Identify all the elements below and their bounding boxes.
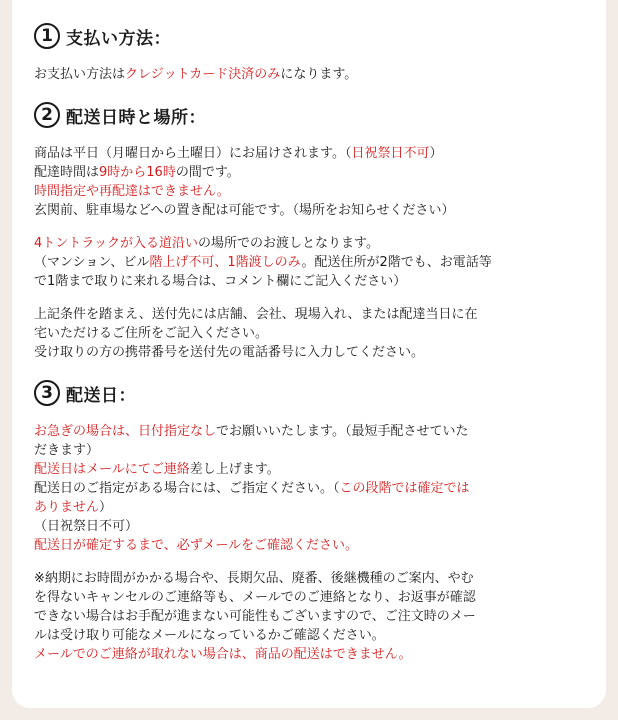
body-text: お支払い方法は (34, 67, 126, 82)
info-card (12, 0, 606, 708)
section-heading (34, 18, 584, 54)
paragraph (34, 144, 584, 220)
body-text: 商品は平日（月曜日から土曜日）にお届けされます。（ (34, 146, 352, 161)
section-delivery-time-place (34, 97, 584, 362)
highlight-text: 配送日はメールにてご連絡 (34, 462, 190, 477)
highlight-text: ありません (34, 500, 100, 515)
paragraph (34, 305, 584, 362)
body-text: になります。 (280, 67, 358, 82)
section-title: 支払い方法： (66, 28, 171, 49)
paragraph (34, 569, 584, 664)
body-text: できない場合はお手配が進まない可能性もございますので、ご注文時のメー (34, 609, 476, 624)
body-text: 差し上げます。 (189, 462, 280, 477)
body-text: （マンション、ビル (34, 255, 150, 270)
paragraph (34, 65, 584, 84)
section-number-badge: 3 (34, 380, 60, 406)
paragraph (34, 422, 584, 555)
body-text: ルは受け取り可能なメールになっているかご確認ください。 (34, 628, 385, 643)
section-delivery-date (34, 375, 584, 664)
body-text: ） (429, 146, 443, 161)
section-title: 配送日： (66, 385, 136, 406)
body-text: 配送日のご指定がある場合には、ご指定ください。（ (34, 481, 340, 496)
section-payment (34, 18, 584, 84)
body-text: 配達時間は (34, 165, 100, 180)
body-text: でお願いいたします。（最短手配させていた (216, 424, 469, 439)
highlight-text: お急ぎの場合は、日付指定なし (34, 424, 217, 439)
body-text: 受け取りの方の携帯番号を送付先の電話番号に入力してください。 (34, 345, 425, 360)
body-text: の間です。 (175, 165, 240, 180)
highlight-text: 4トントラックが入る道沿い (34, 236, 199, 251)
highlight-text: クレジットカード決済のみ (125, 67, 281, 82)
section-title: 配送日時と場所： (66, 107, 206, 128)
section-heading (34, 97, 584, 133)
highlight-text: 階上げ不可、1階渡しのみ (149, 255, 302, 270)
body-text: 宅いただけるご住所をご記入ください。 (34, 326, 269, 341)
highlight-text: 9時から16時 (99, 165, 176, 180)
highlight-text: メールでのご連絡が取れない場合は、商品の配送はできません。 (34, 647, 412, 662)
paragraph (34, 234, 584, 291)
body-text: で1階まで取りに来れる場合は、コメント欄にご記入ください） (34, 274, 407, 289)
highlight-text: この段階では確定では (339, 481, 470, 496)
body-text: ） (99, 500, 113, 515)
body-text: ※納期にお時間がかかる場合や、長期欠品、廃番、後継機種のご案内、やむ (34, 571, 474, 586)
section-heading (34, 375, 584, 411)
body-text: を得ないキャンセルのご連絡等も、メールでのご連絡となり、お返事が確認 (34, 590, 476, 605)
body-text: 。配送住所が2階でも、お電話等 (301, 255, 492, 270)
section-number-badge: 1 (34, 23, 60, 49)
body-text: （日祝祭日不可） (34, 519, 139, 534)
body-text: 玄関前、駐車場などへの置き配は可能です。（場所をお知らせください） (34, 203, 455, 218)
body-text: 上記条件を踏まえ、送付先には店舗、会社、現場入れ、または配達当日に在 (34, 307, 478, 322)
highlight-text: 配送日が確定するまで、必ずメールをご確認ください。 (34, 538, 358, 553)
body-text: の場所でのお渡しとなります。 (198, 236, 379, 251)
section-number-badge: 2 (34, 102, 60, 128)
highlight-text: 時間指定や再配達はできません。 (34, 184, 230, 199)
body-text: だきます） (34, 443, 100, 458)
highlight-text: 日祝祭日不可 (351, 146, 430, 161)
